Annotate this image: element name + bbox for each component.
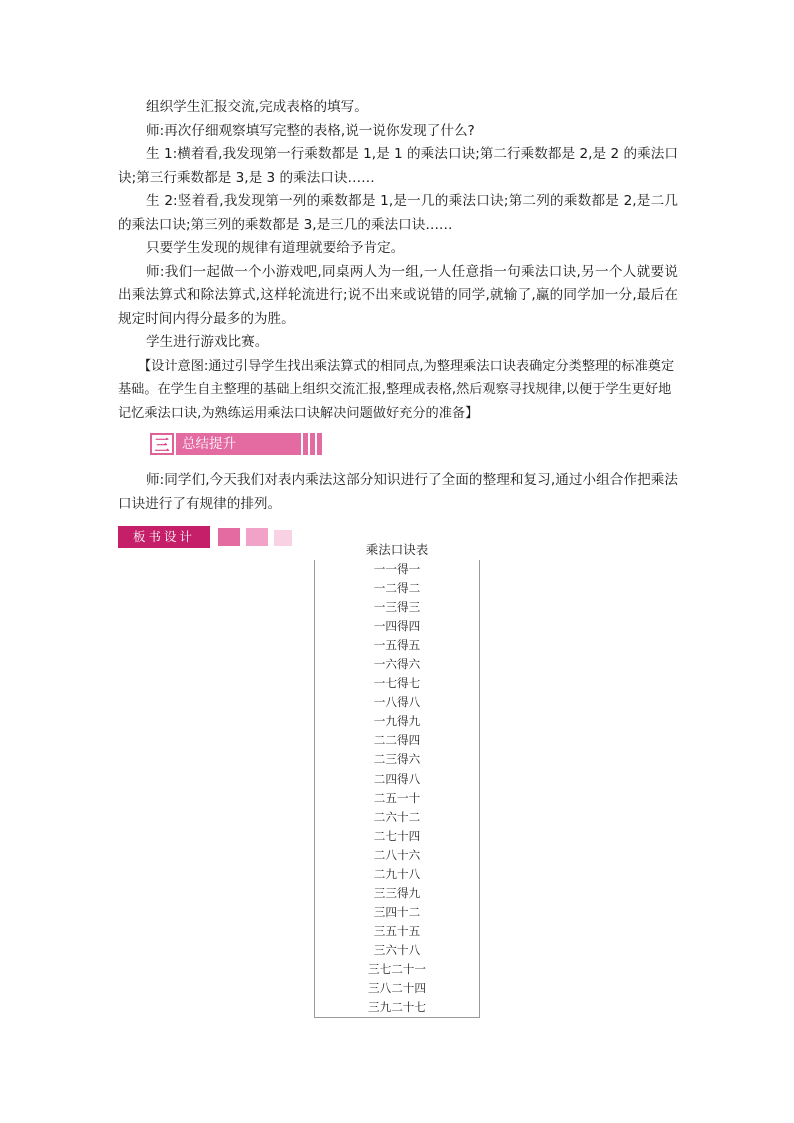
table-row: 一六得六 xyxy=(373,657,421,672)
table-row: 二七十四 xyxy=(373,828,421,843)
paragraph: 生 1:横着看,我发现第一行乘数都是 1,是 1 的乘法口诀;第二行乘数都是 2,是 2 的乘法口诀;第三行乘数都是 3,是 3 的乘法口诀…… xyxy=(118,146,678,186)
table-row: 三五十五 xyxy=(373,923,421,938)
table-row: 二八十六 xyxy=(373,847,421,862)
section-title: 总结提升 xyxy=(176,433,301,455)
table-row: 三三得九 xyxy=(373,885,421,900)
table-row: 二九十八 xyxy=(373,866,421,881)
table-row: 一七得七 xyxy=(373,676,421,691)
paragraph: 生 2:竖着看,我发现第一列的乘数都是 1,是一几的乘法口诀;第二列的乘数都是 2,是二几的乘法口诀;第三列的乘数都是 3,是三几的乘法口诀…… xyxy=(118,193,678,233)
table-row: 三四十二 xyxy=(373,904,421,919)
table-row: 一三得三 xyxy=(373,600,421,615)
table-row: 二二得四 xyxy=(373,733,421,748)
decor-square xyxy=(218,528,240,546)
table-row: 二四得八 xyxy=(373,771,421,786)
table-title: 乘法口诀表 xyxy=(365,542,429,557)
section-header xyxy=(150,433,340,455)
table-row: 三九二十七 xyxy=(368,1000,426,1015)
paragraph: 师:再次仔细观察填写完整的表格,说一说你发现了什么? xyxy=(146,122,475,139)
board-design-label: 板书设计 xyxy=(118,526,210,548)
paragraph: 学生进行游戏比赛。 xyxy=(146,334,269,350)
table-row: 一一得一 xyxy=(373,562,421,576)
table-row: 一五得五 xyxy=(373,638,421,653)
section-number: 三 xyxy=(150,433,174,455)
table-body xyxy=(314,560,480,1018)
design-intent-note: 【设计意图:通过引导学生找出乘法算式的相同点,为整理乘法口诀表确定分类整理的标准奠定基础。在学生自主整理的基础上组织交流汇报,整理成表格,然后观察寻找规律,以便于学生更好地记忆乘法口诀,为熟练运用乘法口诀解决问题做好充分的准备】 xyxy=(118,358,675,421)
decor-square xyxy=(246,528,268,546)
table-row: 一九得九 xyxy=(373,714,421,729)
table-row: 三七二十一 xyxy=(368,961,426,976)
paragraph: 组织学生汇报交流,完成表格的填写。 xyxy=(146,99,368,115)
paragraph: 师:我们一起做一个小游戏吧,同桌两人为一组,一人任意指一句乘法口诀,另一个人就要说出乘法算式和除法算式,这样轮流进行;说不出来或说错的同学,就输了,赢的同学加一分,最后在规定时间内得分最多的为胜。 xyxy=(118,263,678,327)
section-stripes xyxy=(303,433,322,455)
table-row: 一四得四 xyxy=(373,619,421,634)
table-row: 三八二十四 xyxy=(368,981,426,996)
table-row: 二三得六 xyxy=(373,752,421,767)
table-row: 二六十二 xyxy=(373,809,421,824)
table-row: 一八得八 xyxy=(373,695,421,710)
decor-square xyxy=(274,530,292,546)
table-row: 二五一十 xyxy=(373,790,421,805)
table-row: 一二得二 xyxy=(373,581,421,596)
summary-paragraph: 师:同学们,今天我们对表内乘法这部分知识进行了全面的整理和复习,通过小组合作把乘法口诀进行了有规律的排列。 xyxy=(118,472,678,512)
lesson-content xyxy=(118,96,678,548)
multiplication-table xyxy=(314,540,480,1018)
table-row: 三六十八 xyxy=(373,942,421,957)
paragraph: 只要学生发现的规律有道理就要给予肯定。 xyxy=(146,240,405,256)
